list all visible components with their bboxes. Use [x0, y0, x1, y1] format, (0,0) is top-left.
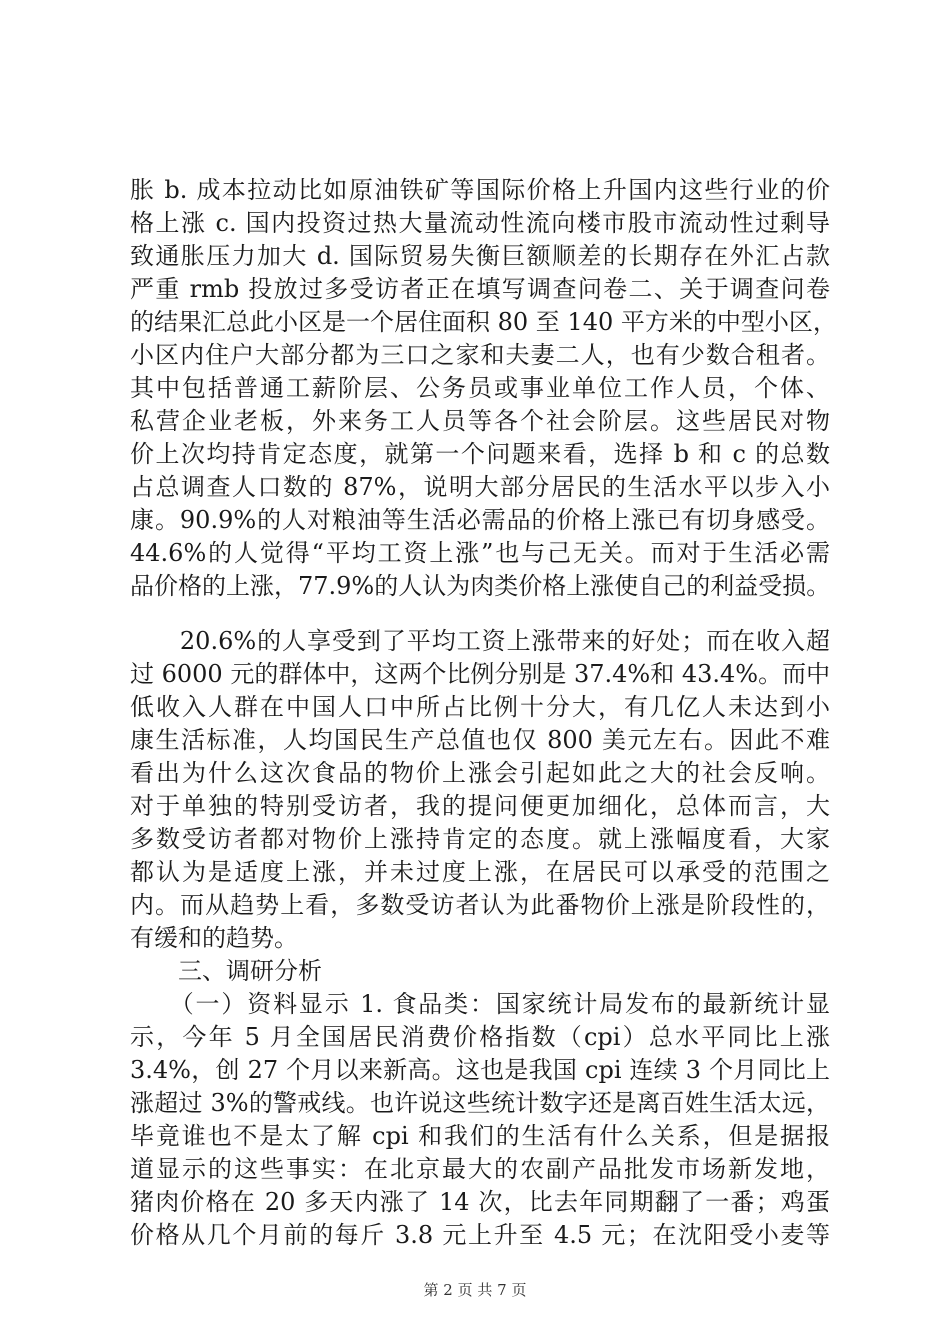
text-line: 道显示的这些事实：在北京最大的农副产品批发市场新发地， — [130, 1155, 830, 1183]
text-line: 看出为什么这次食品的物价上涨会引起如此之大的社会反响。 — [130, 759, 830, 787]
text-line: 其中包括普通工薪阶层、公务员或事业单位工作人员，个体、 — [130, 374, 830, 402]
text-line: 小区内住户大部分都为三口之家和夫妻二人，也有少数合租者。 — [130, 341, 830, 369]
text-line: 康。90.9%的人对粮油等生活必需品的价格上涨已有切身感受。 — [130, 506, 830, 534]
text-line: （一）资料显示 1. 食品类：国家统计局发布的最新统计显 — [130, 990, 830, 1018]
text-line: 20.6%的人享受到了平均工资上涨带来的好处；而在收入超 — [130, 627, 830, 655]
text-line: 康生活标准，人均国民生产总值也仅 800 美元左右。因此不难 — [130, 726, 830, 754]
text-line: 示，今年 5 月全国居民消费价格指数（cpi）总水平同比上涨 — [130, 1023, 830, 1051]
text-line: 对于单独的特别受访者，我的提问便更加细化，总体而言，大 — [130, 792, 830, 820]
page-number-footer: 第 2 页 共 7 页 — [423, 1281, 527, 1299]
text-line: 多数受访者都对物价上涨持肯定的态度。就上涨幅度看，大家 — [130, 825, 830, 853]
text-line: 占总调查人口数的 87%，说明大部分居民的生活水平以步入小 — [130, 473, 830, 501]
text-line: 严重 rmb 投放过多受访者正在填写调查问卷二、关于调查问卷 — [130, 275, 830, 303]
text-line: 内。而从趋势上看，多数受访者认为此番物价上涨是阶段性的， — [130, 891, 830, 919]
text-line: 有缓和的趋势。 — [130, 924, 298, 952]
section-heading: 三、调研分析 — [130, 957, 322, 985]
text-line: 44.6%的人觉得“平均工资上涨”也与己无关。而对于生活必需 — [130, 539, 830, 567]
text-line: 胀 b. 成本拉动比如原油铁矿等国际价格上升国内这些行业的价 — [130, 176, 830, 204]
text-line: 都认为是适度上涨，并未过度上涨，在居民可以承受的范围之 — [130, 858, 830, 886]
text-line: 低收入人群在中国人口中所占比例十分大，有几亿人未达到小 — [130, 693, 830, 721]
text-line: 过 6000 元的群体中，这两个比例分别是 37.4%和 43.4%。而中 — [130, 660, 831, 688]
text-line: 涨超过 3%的警戒线。也许说这些统计数字还是离百姓生活太远， — [130, 1089, 830, 1117]
text-line: 品价格的上涨，77.9%的人认为肉类价格上涨使自己的利益受损。 — [130, 572, 831, 600]
text-line: 价上次均持肯定态度，就第一个问题来看，选择 b 和 c 的总数 — [130, 440, 830, 468]
text-line: 猪肉价格在 20 多天内涨了 14 次，比去年同期翻了一番；鸡蛋 — [130, 1188, 830, 1216]
text-line: 价格从几个月前的每斤 3.8 元上升至 4.5 元；在沈阳受小麦等 — [130, 1221, 830, 1249]
text-line: 毕竟谁也不是太了解 cpi 和我们的生活有什么关系，但是据报 — [130, 1122, 830, 1150]
text-line: 3.4%，创 27 个月以来新高。这也是我国 cpi 连续 3 个月同比上 — [130, 1056, 830, 1084]
text-line: 私营企业老板，外来务工人员等各个社会阶层。这些居民对物 — [130, 407, 830, 435]
text-line: 格上涨 c. 国内投资过热大量流动性流向楼市股市流动性过剩导 — [130, 209, 830, 237]
text-line: 的结果汇总此小区是一个居住面积 80 至 140 平方米的中型小区， — [130, 308, 837, 336]
text-line: 致通胀压力加大 d. 国际贸易失衡巨额顺差的长期存在外汇占款 — [130, 242, 830, 270]
